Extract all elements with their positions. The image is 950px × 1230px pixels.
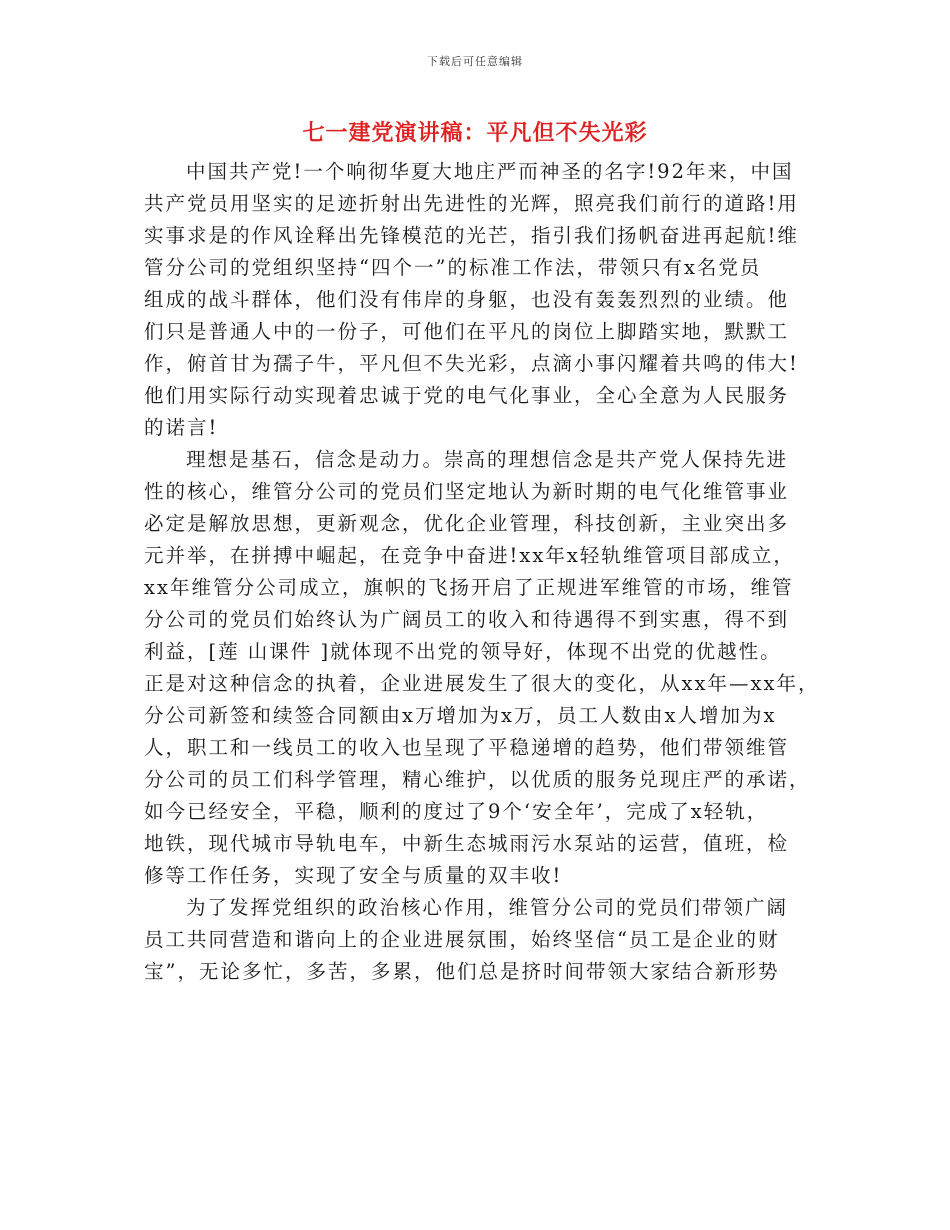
paragraph — [144, 156, 824, 444]
document-body — [144, 156, 824, 988]
paragraph-line: 们只是普通人中的一份子，可他们在平凡的岗位上脚踏实地，默默工 — [144, 320, 790, 343]
paragraph-line: 共产党员用坚实的足迹折射出先进性的光辉，照亮我们前行的道路!用 — [144, 192, 799, 215]
paragraph-line: 管分公司的党组织坚持“四个一”的标准工作法，带领只有x名党员 — [144, 256, 762, 279]
paragraph — [144, 892, 824, 988]
paragraph-line: 分公司的党员们始终认为广阔员工的收入和待遇得不到实惠，得不到 — [144, 608, 790, 631]
paragraph-line: 的诺言! — [144, 416, 219, 439]
header-note: 下载后可任意编辑 — [427, 55, 523, 68]
paragraph-line: 中国共产党!一个响彻华夏大地庄严而神圣的名字!92年来，中国 — [186, 160, 794, 183]
paragraph — [144, 444, 824, 892]
paragraph-line: 利益，[莲 山课件 ]就体现不出党的领导好，体现不出党的优越性。 — [144, 640, 782, 663]
paragraph-line: 修等工作任务，实现了安全与质量的双丰收! — [144, 864, 563, 887]
paragraph-line: 理想是基石，信念是动力。崇高的理想信念是共产党人保持先进 — [186, 448, 789, 471]
paragraph-line: 分公司的员工们科学管理，精心维护，以优质的服务兑现庄严的承诺， — [144, 768, 811, 791]
paragraph-line: 正是对这种信念的执着，企业进展发生了很大的变化，从xx年—xx年， — [144, 672, 820, 695]
paragraph-line: 如今已经安全，平稳，顺利的度过了9个‘安全年’，完成了x轻轨， — [144, 800, 769, 823]
paragraph-line: 性的核心，维管分公司的党员们坚定地认为新时期的电气化维管事业 — [144, 480, 790, 503]
paragraph-line: 分公司新签和续签合同额由x万增加为x万，员工人数由x人增加为x — [144, 704, 777, 727]
paragraph-line: 元并举，在拼搏中崛起，在竞争中奋进!xx年x轻轨维管项目部成立， — [144, 544, 795, 567]
paragraph-line: xx年维管分公司成立，旗帜的飞扬开启了正规进军维管的市场，维管 — [144, 576, 794, 599]
paragraph-line: 员工共同营造和谐向上的企业进展氛围，始终坚信“员工是企业的财 — [144, 928, 780, 951]
document-title: 七一建党演讲稿：平凡但不失光彩 — [302, 120, 648, 146]
paragraph-line: 实事求是的作风诠释出先锋模范的光芒，指引我们扬帆奋进再起航!维 — [144, 224, 799, 247]
paragraph-line: 为了发挥党组织的政治核心作用，维管分公司的党员们带领广阔 — [186, 896, 789, 919]
paragraph-line: 作，俯首甘为孺子牛，平凡但不失光彩，点滴小事闪耀着共鸣的伟大! — [144, 352, 799, 375]
paragraph-line: 地铁，现代城市导轨电车，中新生态城雨污水泵站的运营，值班，检 — [144, 832, 790, 855]
paragraph-line: 宝”，无论多忙，多苦，多累，他们总是挤时间带领大家结合新形势 — [144, 960, 780, 983]
paragraph-line: 组成的战斗群体，他们没有伟岸的身躯，也没有轰轰烈烈的业绩。他 — [144, 288, 790, 311]
paragraph-line: 必定是解放思想，更新观念，优化企业管理，科技创新，主业突出多 — [144, 512, 790, 535]
paragraph-line: 他们用实际行动实现着忠诚于党的电气化事业，全心全意为人民服务 — [144, 384, 790, 407]
paragraph-line: 人，职工和一线员工的收入也呈现了平稳递增的趋势，他们带领维管 — [144, 736, 790, 759]
